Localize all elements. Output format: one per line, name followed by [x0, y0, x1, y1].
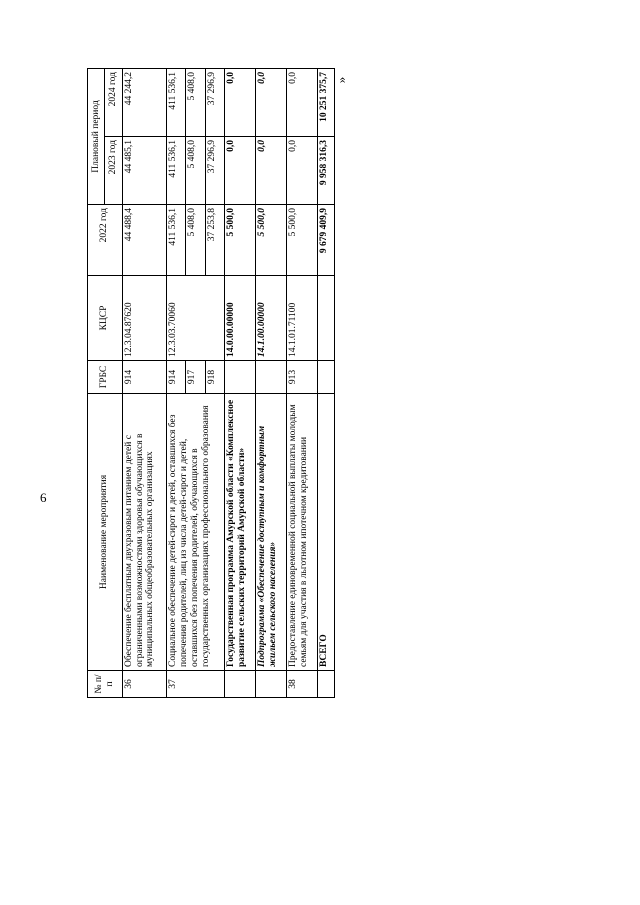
row-grbs: [317, 361, 334, 394]
row-grbs: 913: [286, 361, 317, 394]
row-2022: 411 536,1: [167, 205, 186, 276]
row-grbs: [225, 361, 256, 394]
row-no: [225, 671, 256, 698]
row-name: Обеспечение бесплатным двухразовым питанием детей с ограниченными возможностями здоровья обучающихся в муниципальных общеобразовательных организациях: [122, 394, 166, 671]
row-name: Подпрограмма «Обеспечение доступным и комфортным жильем сельского населения»: [255, 394, 286, 671]
total-2024: 10 251 375,7: [317, 69, 334, 137]
header-name: Наименование мероприятия: [88, 394, 123, 671]
row-kcsr: 12.3.03.70060: [167, 276, 225, 361]
row-2022: 37 253,8: [205, 205, 224, 276]
row-2024: 0,0: [225, 69, 256, 137]
row-kcsr: 14.1.00.00000: [255, 276, 286, 361]
row-grbs: 918: [205, 361, 224, 394]
row-2022: 5 500,0: [286, 205, 317, 276]
row-2023: 0,0: [255, 137, 286, 205]
total-label: ВСЕГО: [317, 394, 334, 671]
row-grbs: [255, 361, 286, 394]
row-2024: 5 408,0: [186, 69, 205, 137]
row-2022: 5 500,0: [255, 205, 286, 276]
row-2022: 44 488,4: [122, 205, 166, 276]
header-2022: 2022 год: [88, 205, 123, 276]
total-2022: 9 679 409,9: [317, 205, 334, 276]
header-planned-period: Плановый период: [88, 69, 105, 205]
header-row: [88, 69, 105, 698]
row-no: [317, 671, 334, 698]
header-kcsr: КЦСР: [88, 276, 123, 361]
row-grbs: 914: [122, 361, 166, 394]
row-2022: 5 500,0: [225, 205, 256, 276]
closing-quote: »: [333, 76, 349, 84]
row-kcsr: [317, 276, 334, 361]
row-2024: 0,0: [255, 69, 286, 137]
row-2023: 0,0: [225, 137, 256, 205]
table-row: [225, 69, 256, 698]
row-2023: 44 485,1: [122, 137, 166, 205]
row-2024: 37 296,9: [205, 69, 224, 137]
row-no: 38: [286, 671, 317, 698]
header-2023: 2023 год: [105, 137, 122, 205]
row-2023: 411 536,1: [167, 137, 186, 205]
total-row: [317, 69, 334, 698]
row-name: Предоставление единовременной социальной выплаты молодым семьям для участия в льготном ипотечном кредитовании: [286, 394, 317, 671]
rotated-table-container: [87, 68, 335, 698]
row-2024: 44 244,2: [122, 69, 166, 137]
page-number: 6: [40, 490, 47, 505]
total-2023: 9 958 316,3: [317, 137, 334, 205]
row-kcsr: 14.0.00.00000: [225, 276, 256, 361]
row-2024: 411 536,1: [167, 69, 186, 137]
row-2023: 0,0: [286, 137, 317, 205]
row-name: Государственная программа Амурской области «Комплексное развитие сельских территорий Амурской области»: [225, 394, 256, 671]
row-kcsr: 14.1.01.71100: [286, 276, 317, 361]
row-2024: 0,0: [286, 69, 317, 137]
row-kcsr: 12.3.04.87620: [122, 276, 166, 361]
table-row: [255, 69, 286, 698]
row-no: 37: [167, 671, 225, 698]
row-no: 36: [122, 671, 166, 698]
row-no: [255, 671, 286, 698]
table-row: [167, 69, 186, 698]
row-name: Социальное обеспечение детей-сирот и детей, оставшихся без попечения родителей, лиц из числа детей-сирот и детей, оставшихся без попечения родителей, обучающихся в государственных организациях профессионального образования: [167, 394, 225, 671]
row-grbs: 917: [186, 361, 205, 394]
program-table: [87, 68, 335, 698]
header-no: № п/п: [88, 671, 123, 698]
table-row: [122, 69, 166, 698]
header-grbs: ГРБС: [88, 361, 123, 394]
table-row: [286, 69, 317, 698]
row-2023: 37 296,9: [205, 137, 224, 205]
row-2022: 5 408,0: [186, 205, 205, 276]
header-2024: 2024 год: [105, 69, 122, 137]
row-grbs: 914: [167, 361, 186, 394]
row-2023: 5 408,0: [186, 137, 205, 205]
